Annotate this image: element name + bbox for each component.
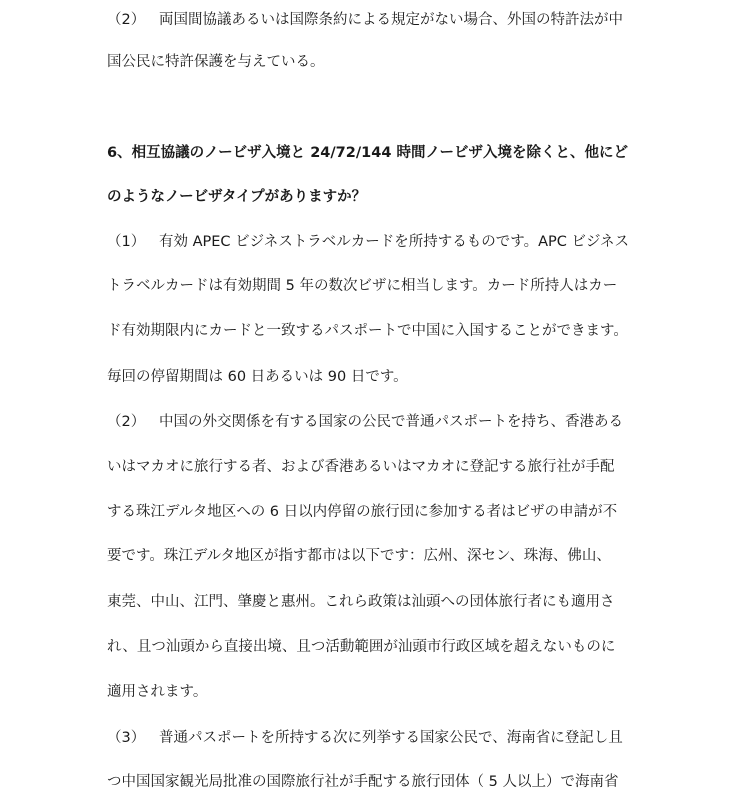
- item1-line-4: 毎回の停留期間は 60 日あるいは 90 日です。: [107, 369, 408, 385]
- item2-line-6: れ、且つ汕頭から直接出境、且つ活動範囲が汕頭市行政区域を超えないものに: [107, 639, 616, 655]
- item3-number: （3）: [107, 730, 146, 746]
- item3-line-1: [107, 728, 647, 748]
- item3-text-1: 普通パスポートを所持する次に列挙する国家公民で、海南省に登記し且: [159, 730, 623, 746]
- item1-text-1: 有効 APEC ビジネストラベルカードを所持するものです。APC ビジネス: [159, 234, 630, 250]
- q6-heading-line-2: のようなノービザタイプがありますか？: [107, 189, 367, 205]
- item1-number: （1）: [107, 234, 146, 250]
- item1-line-3: ド有効期限内にカードと一致するパスポートで中国に入国することができます。: [107, 323, 628, 339]
- item-prev2-line-1: [107, 10, 647, 30]
- item2-line-7: 適用されます。: [107, 684, 208, 700]
- item-prev2-text-1: 両国間協議あるいは国際条約による規定がない場合、外国の特許法が中: [159, 12, 623, 28]
- item1-line-2: トラベルカードは有効期間 5 年の数次ビザに相当します。カード所持人はカー: [107, 278, 618, 294]
- item-prev2-line-2: 国公民に特許保護を与えている。: [107, 54, 325, 70]
- item2-line-2: いはマカオに旅行する者、および香港あるいはマカオに登記する旅行社が手配: [107, 459, 615, 475]
- item2-line-5: 東莞、中山、江門、肇慶と惠州。これら政策は汕頭への団体旅行者にも適用さ: [107, 594, 615, 610]
- item1-line-1: [107, 232, 647, 252]
- item2-line-1: [107, 412, 647, 432]
- item2-number: （2）: [107, 414, 146, 430]
- q6-heading-line-1: 6、相互協議のノービザ入境と 24/72/144 時間ノービザ入境を除くと、他にど: [107, 145, 629, 161]
- item2-text-1: 中国の外交関係を有する国家の公民で普通パスポートを持ち、香港ある: [159, 414, 623, 430]
- item3-line-2: つ中国国家観光局批准の国際旅行社が手配する旅行団体（ 5 人以上）で海南省: [107, 774, 619, 790]
- item-prev2-number: （2）: [107, 12, 146, 28]
- item2-line-4: 要です。珠江デルタ地区が指す都市は以下です：広州、深セン、珠海、佛山、: [107, 548, 611, 564]
- item2-line-3: する珠江デルタ地区への 6 日以内停留の旅行団に参加する者はビザの申請が不: [107, 504, 618, 520]
